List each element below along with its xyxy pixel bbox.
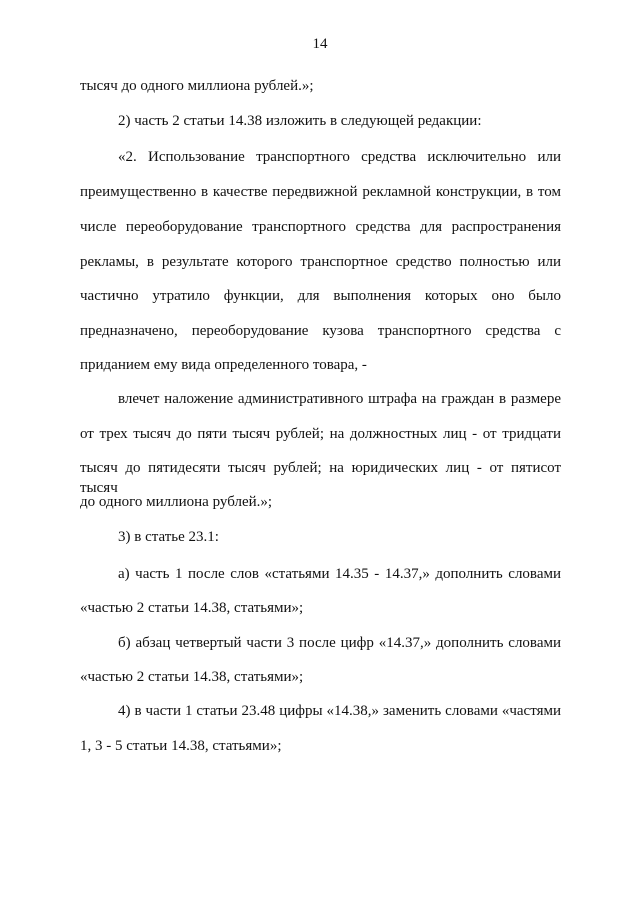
text-line: рекламы, в результате которого транспортное средство полностью или (80, 254, 561, 270)
text-line: а) часть 1 после слов «статьями 14.35 - 14.37,» дополнить словами (118, 566, 561, 582)
text-line: влечет наложение административного штрафа на граждан в размере (118, 391, 561, 407)
text-line: «частью 2 статьи 14.38, статьями»; (80, 669, 304, 685)
text-line: 1, 3 - 5 статьи 14.38, статьями»; (80, 738, 282, 754)
page-number: 14 (312, 36, 328, 52)
text-line: приданием ему вида определенного товара, - (80, 357, 367, 373)
text-line: преимущественно в качестве передвижной рекламной конструкции, в том (80, 184, 561, 200)
text-line: б) абзац четвертый части 3 после цифр «14.37,» дополнить словами (118, 635, 561, 651)
text-line: тысяч до одного миллиона рублей.»; (80, 78, 314, 94)
text-line: тысяч до пятидесяти тысяч рублей; на юридических лиц - от пятисот тысяч (80, 460, 561, 496)
text-line: 2) часть 2 статьи 14.38 изложить в следующей редакции: (118, 113, 482, 129)
text-line: до одного миллиона рублей.»; (80, 494, 273, 510)
text-line: частично утратило функции, для выполнения которых оно было (80, 288, 561, 304)
text-line: 3) в статье 23.1: (118, 529, 219, 545)
text-line: от трех тысяч до пяти тысяч рублей; на должностных лиц - от тридцати (80, 426, 561, 442)
text-line: «2. Использование транспортного средства исключительно или (118, 149, 561, 165)
text-line: предназначено, переоборудование кузова транспортного средства с (80, 323, 561, 339)
text-line: 4) в части 1 статьи 23.48 цифры «14.38,» заменить словами «частями (118, 703, 561, 719)
text-line: числе переоборудование транспортного средства для распространения (80, 219, 561, 235)
text-line: «частью 2 статьи 14.38, статьями»; (80, 600, 304, 616)
